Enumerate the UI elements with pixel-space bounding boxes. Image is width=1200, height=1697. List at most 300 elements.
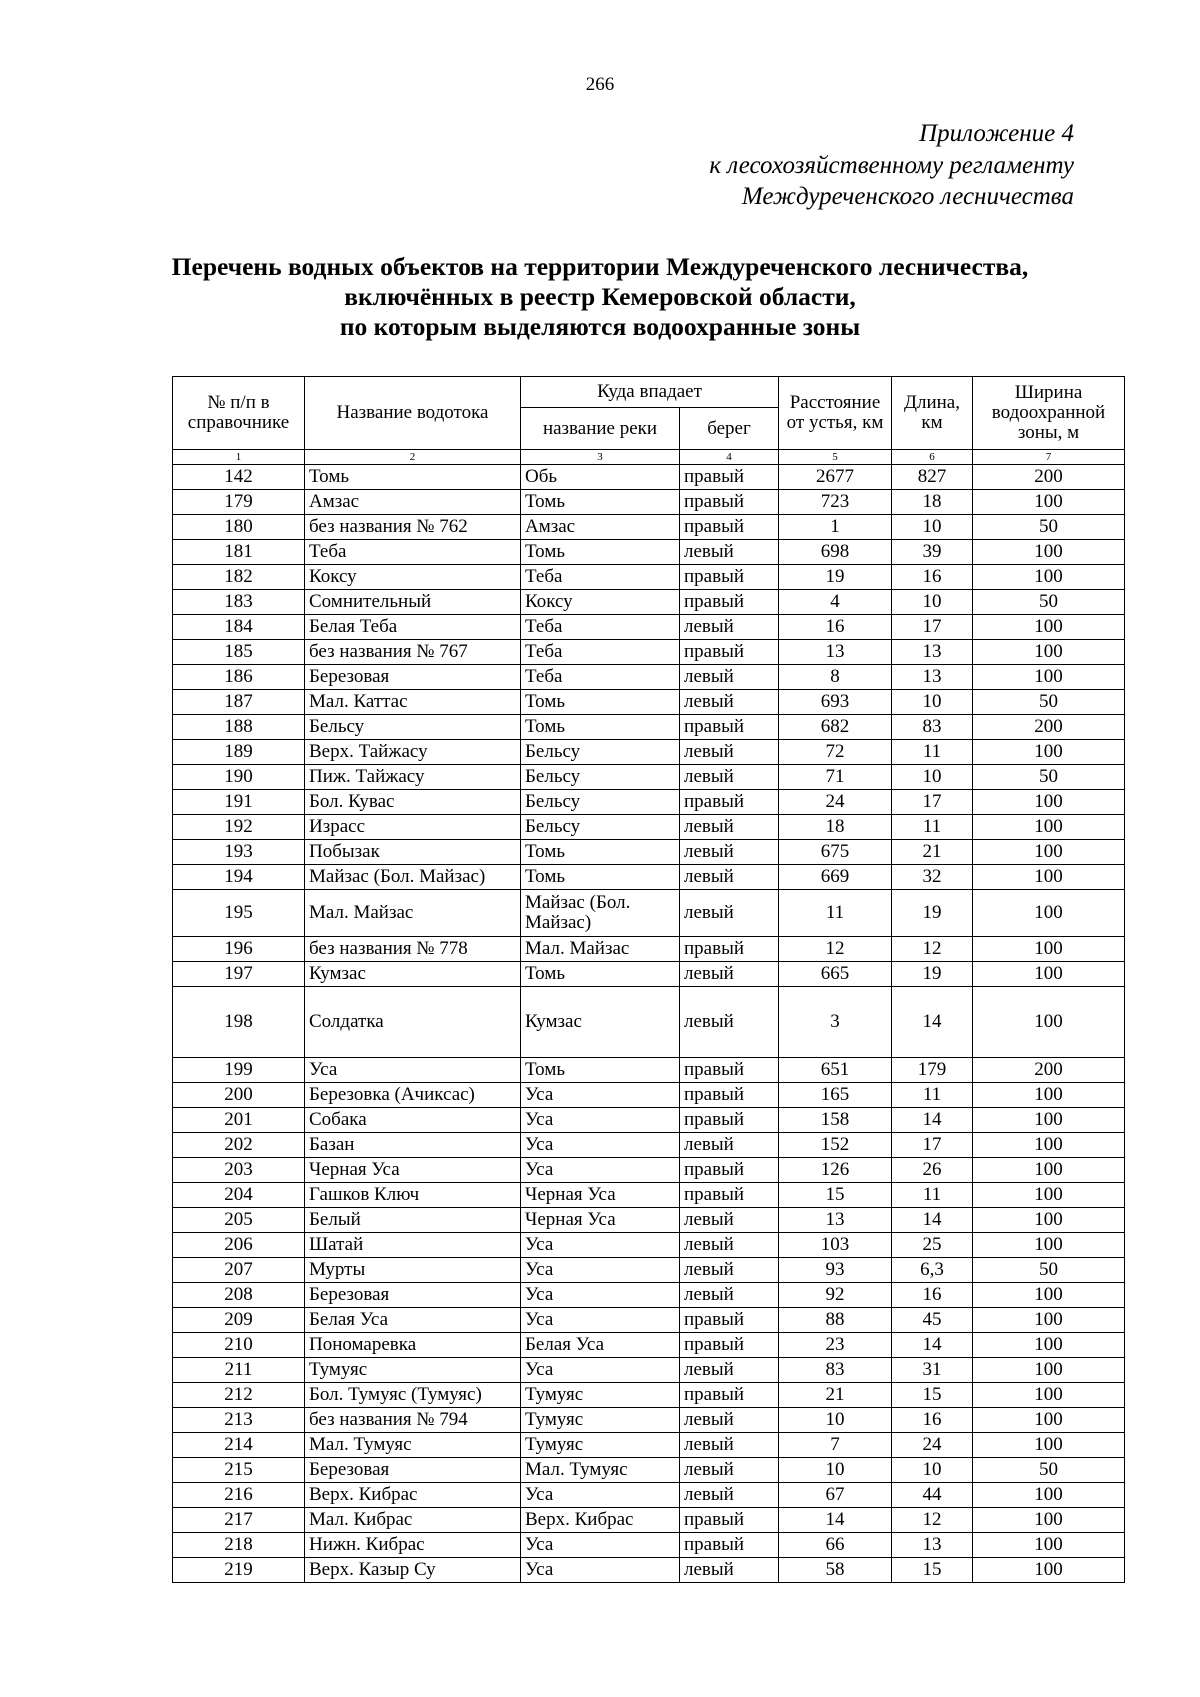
header-num: № п/п в справочнике <box>173 377 305 450</box>
cell-length: 12 <box>892 937 973 962</box>
cell-river-name: Томь <box>521 540 680 565</box>
cell-river-name: Тумуяс <box>521 1383 680 1408</box>
cell-zone-width: 100 <box>973 740 1125 765</box>
cell-river-name: Уса <box>521 1308 680 1333</box>
cell-zone-width: 100 <box>973 962 1125 987</box>
cell-zone-width: 100 <box>973 1508 1125 1533</box>
cell-zone-width: 100 <box>973 1233 1125 1258</box>
cell-number: 197 <box>173 962 305 987</box>
cell-watercourse-name: Солдатка <box>305 987 521 1058</box>
cell-river-name: Белая Уса <box>521 1333 680 1358</box>
cell-length: 44 <box>892 1483 973 1508</box>
cell-watercourse-name: Белая Уса <box>305 1308 521 1333</box>
title-line-1: Перечень водных объектов на территории Междуреченского лесничества, <box>171 252 1029 281</box>
cell-length: 15 <box>892 1383 973 1408</box>
cell-river-name: Уса <box>521 1158 680 1183</box>
table-row <box>173 1433 1125 1458</box>
cell-river-name: Теба <box>521 615 680 640</box>
cell-bank: правый <box>680 1333 779 1358</box>
cell-number: 219 <box>173 1558 305 1583</box>
cell-river-name: Уса <box>521 1233 680 1258</box>
cell-watercourse-name: Кумзас <box>305 962 521 987</box>
cell-watercourse-name: Собака <box>305 1108 521 1133</box>
cell-zone-width: 100 <box>973 1108 1125 1133</box>
cell-river-name: Уса <box>521 1358 680 1383</box>
cell-river-name: Обь <box>521 465 680 490</box>
cell-number: 181 <box>173 540 305 565</box>
cell-length: 14 <box>892 987 973 1058</box>
cell-length: 14 <box>892 1333 973 1358</box>
cell-distance: 669 <box>779 865 892 890</box>
cell-bank: правый <box>680 715 779 740</box>
header-bank: берег <box>680 408 779 450</box>
cell-length: 12 <box>892 1508 973 1533</box>
table-row <box>173 1058 1125 1083</box>
cell-bank: левый <box>680 765 779 790</box>
appendix-line-2: к лесохозяйственному регламенту <box>709 151 1074 179</box>
cell-zone-width: 100 <box>973 815 1125 840</box>
cell-length: 26 <box>892 1158 973 1183</box>
cell-river-name: Теба <box>521 565 680 590</box>
cell-watercourse-name: Мал. Каттас <box>305 690 521 715</box>
cell-distance: 665 <box>779 962 892 987</box>
column-number: 4 <box>680 450 779 465</box>
cell-river-name: Тумуяс <box>521 1433 680 1458</box>
cell-distance: 71 <box>779 765 892 790</box>
cell-bank: левый <box>680 1358 779 1383</box>
cell-number: 180 <box>173 515 305 540</box>
cell-bank: левый <box>680 1208 779 1233</box>
cell-length: 16 <box>892 1283 973 1308</box>
cell-bank: левый <box>680 1408 779 1433</box>
cell-zone-width: 100 <box>973 1483 1125 1508</box>
cell-distance: 126 <box>779 1158 892 1183</box>
cell-zone-width: 100 <box>973 490 1125 515</box>
cell-length: 14 <box>892 1208 973 1233</box>
cell-number: 203 <box>173 1158 305 1183</box>
cell-length: 179 <box>892 1058 973 1083</box>
cell-length: 16 <box>892 1408 973 1433</box>
table-row <box>173 615 1125 640</box>
cell-bank: правый <box>680 1533 779 1558</box>
table-row <box>173 1458 1125 1483</box>
cell-length: 11 <box>892 1083 973 1108</box>
cell-number: 215 <box>173 1458 305 1483</box>
cell-watercourse-name: Белая Теба <box>305 615 521 640</box>
cell-number: 200 <box>173 1083 305 1108</box>
cell-bank: правый <box>680 790 779 815</box>
cell-distance: 72 <box>779 740 892 765</box>
cell-bank: правый <box>680 1083 779 1108</box>
cell-bank: правый <box>680 1158 779 1183</box>
cell-distance: 3 <box>779 987 892 1058</box>
cell-zone-width: 100 <box>973 790 1125 815</box>
cell-length: 10 <box>892 590 973 615</box>
page-number: 266 <box>585 74 615 95</box>
cell-watercourse-name: Тумуяс <box>305 1358 521 1383</box>
table-row <box>173 1408 1125 1433</box>
cell-zone-width: 100 <box>973 1283 1125 1308</box>
table-row <box>173 1483 1125 1508</box>
cell-river-name: Уса <box>521 1483 680 1508</box>
cell-zone-width: 100 <box>973 1383 1125 1408</box>
cell-zone-width: 100 <box>973 565 1125 590</box>
table-row <box>173 890 1125 937</box>
table-row <box>173 1183 1125 1208</box>
column-number: 3 <box>521 450 680 465</box>
cell-river-name: Теба <box>521 665 680 690</box>
cell-length: 19 <box>892 890 973 937</box>
cell-watercourse-name: Сомнительный <box>305 590 521 615</box>
cell-zone-width: 100 <box>973 1358 1125 1383</box>
cell-river-name: Томь <box>521 715 680 740</box>
cell-number: 212 <box>173 1383 305 1408</box>
cell-river-name: Амзас <box>521 515 680 540</box>
cell-watercourse-name: Верх. Кибрас <box>305 1483 521 1508</box>
cell-number: 182 <box>173 565 305 590</box>
table-row <box>173 690 1125 715</box>
cell-bank: левый <box>680 1483 779 1508</box>
header-length: Длина, км <box>892 377 973 450</box>
cell-number: 202 <box>173 1133 305 1158</box>
cell-zone-width: 200 <box>973 1058 1125 1083</box>
cell-distance: 11 <box>779 890 892 937</box>
cell-zone-width: 50 <box>973 765 1125 790</box>
cell-watercourse-name: Пиж. Тайжасу <box>305 765 521 790</box>
table-body <box>173 465 1125 1583</box>
cell-distance: 13 <box>779 640 892 665</box>
cell-bank: правый <box>680 1108 779 1133</box>
cell-watercourse-name: Верх. Казыр Су <box>305 1558 521 1583</box>
cell-distance: 7 <box>779 1433 892 1458</box>
cell-river-name: Уса <box>521 1133 680 1158</box>
cell-bank: левый <box>680 1433 779 1458</box>
cell-bank: левый <box>680 987 779 1058</box>
table-row <box>173 515 1125 540</box>
cell-length: 6,3 <box>892 1258 973 1283</box>
cell-river-name: Черная Уса <box>521 1208 680 1233</box>
cell-watercourse-name: Бол. Тумуяс (Тумуяс) <box>305 1383 521 1408</box>
cell-watercourse-name: Березовка (Ачиксас) <box>305 1083 521 1108</box>
cell-distance: 682 <box>779 715 892 740</box>
cell-number: 217 <box>173 1508 305 1533</box>
cell-zone-width: 100 <box>973 1333 1125 1358</box>
cell-watercourse-name: Мал. Тумуяс <box>305 1433 521 1458</box>
cell-river-name: Уса <box>521 1558 680 1583</box>
cell-zone-width: 100 <box>973 987 1125 1058</box>
cell-river-name: Теба <box>521 640 680 665</box>
table-row <box>173 1508 1125 1533</box>
cell-watercourse-name: Коксу <box>305 565 521 590</box>
cell-zone-width: 100 <box>973 1158 1125 1183</box>
cell-number: 190 <box>173 765 305 790</box>
title-line-2: включённых в реестр Кемеровской области, <box>344 282 856 311</box>
cell-bank: левый <box>680 740 779 765</box>
table-row <box>173 665 1125 690</box>
cell-number: 184 <box>173 615 305 640</box>
cell-zone-width: 100 <box>973 840 1125 865</box>
cell-length: 21 <box>892 840 973 865</box>
cell-length: 827 <box>892 465 973 490</box>
table-row <box>173 715 1125 740</box>
table-row <box>173 1533 1125 1558</box>
table-row <box>173 590 1125 615</box>
cell-number: 196 <box>173 937 305 962</box>
cell-bank: левый <box>680 890 779 937</box>
cell-bank: правый <box>680 1508 779 1533</box>
table-row <box>173 937 1125 962</box>
cell-watercourse-name: Теба <box>305 540 521 565</box>
cell-length: 11 <box>892 815 973 840</box>
table-row <box>173 1283 1125 1308</box>
cell-watercourse-name: Черная Уса <box>305 1158 521 1183</box>
header-name: Название водотока <box>305 377 521 450</box>
table-row <box>173 740 1125 765</box>
document-title <box>0 252 1200 342</box>
cell-bank: левый <box>680 865 779 890</box>
cell-zone-width: 100 <box>973 1308 1125 1333</box>
cell-distance: 66 <box>779 1533 892 1558</box>
cell-watercourse-name: Томь <box>305 465 521 490</box>
header-river-name: название реки <box>521 408 680 450</box>
cell-river-name: Томь <box>521 490 680 515</box>
water-objects-table <box>172 376 1125 1583</box>
cell-zone-width: 50 <box>973 1458 1125 1483</box>
cell-river-name: Майзас (Бол. Майзас) <box>521 890 680 937</box>
appendix-line-3: Междуреченского лесничества <box>741 183 1074 210</box>
table-row <box>173 640 1125 665</box>
table-row <box>173 1558 1125 1583</box>
cell-distance: 675 <box>779 840 892 865</box>
title-line-3: по которым выделяются водоохранные зоны <box>339 312 861 341</box>
cell-distance: 158 <box>779 1108 892 1133</box>
cell-watercourse-name: Шатай <box>305 1233 521 1258</box>
cell-number: 214 <box>173 1433 305 1458</box>
column-number-row <box>173 450 1125 465</box>
cell-distance: 10 <box>779 1408 892 1433</box>
cell-watercourse-name: Израсс <box>305 815 521 840</box>
cell-bank: правый <box>680 465 779 490</box>
cell-watercourse-name: Мурты <box>305 1258 521 1283</box>
cell-distance: 92 <box>779 1283 892 1308</box>
cell-bank: левый <box>680 1258 779 1283</box>
cell-length: 14 <box>892 1108 973 1133</box>
cell-number: 211 <box>173 1358 305 1383</box>
cell-length: 32 <box>892 865 973 890</box>
cell-number: 216 <box>173 1483 305 1508</box>
header-row-1 <box>173 377 1125 408</box>
table-row <box>173 1133 1125 1158</box>
cell-zone-width: 100 <box>973 937 1125 962</box>
cell-river-name: Мал. Майзас <box>521 937 680 962</box>
cell-number: 195 <box>173 890 305 937</box>
table-row <box>173 1158 1125 1183</box>
cell-river-name: Уса <box>521 1283 680 1308</box>
cell-length: 31 <box>892 1358 973 1383</box>
cell-bank: левый <box>680 615 779 640</box>
cell-number: 185 <box>173 640 305 665</box>
table-row <box>173 1308 1125 1333</box>
cell-number: 208 <box>173 1283 305 1308</box>
cell-length: 10 <box>892 765 973 790</box>
cell-number: 204 <box>173 1183 305 1208</box>
cell-watercourse-name: Майзас (Бол. Майзас) <box>305 865 521 890</box>
cell-bank: левый <box>680 1133 779 1158</box>
cell-length: 11 <box>892 1183 973 1208</box>
cell-watercourse-name: Пономаревка <box>305 1333 521 1358</box>
cell-bank: правый <box>680 1058 779 1083</box>
cell-watercourse-name: Верх. Тайжасу <box>305 740 521 765</box>
cell-zone-width: 100 <box>973 1133 1125 1158</box>
cell-distance: 693 <box>779 690 892 715</box>
cell-distance: 15 <box>779 1183 892 1208</box>
cell-number: 210 <box>173 1333 305 1358</box>
cell-river-name: Уса <box>521 1533 680 1558</box>
cell-length: 10 <box>892 515 973 540</box>
cell-distance: 83 <box>779 1358 892 1383</box>
cell-river-name: Бельсу <box>521 815 680 840</box>
header-distance: Расстояние от устья, км <box>779 377 892 450</box>
cell-distance: 58 <box>779 1558 892 1583</box>
cell-watercourse-name: без названия № 762 <box>305 515 521 540</box>
cell-number: 191 <box>173 790 305 815</box>
cell-length: 17 <box>892 790 973 815</box>
table-row <box>173 1333 1125 1358</box>
cell-length: 10 <box>892 690 973 715</box>
table-row <box>173 987 1125 1058</box>
cell-bank: правый <box>680 515 779 540</box>
table-row <box>173 1108 1125 1133</box>
cell-number: 187 <box>173 690 305 715</box>
table-row <box>173 1258 1125 1283</box>
cell-zone-width: 100 <box>973 665 1125 690</box>
cell-bank: левый <box>680 840 779 865</box>
cell-watercourse-name: без названия № 794 <box>305 1408 521 1433</box>
cell-length: 13 <box>892 1533 973 1558</box>
cell-distance: 165 <box>779 1083 892 1108</box>
cell-watercourse-name: Уса <box>305 1058 521 1083</box>
cell-distance: 14 <box>779 1508 892 1533</box>
cell-number: 218 <box>173 1533 305 1558</box>
cell-zone-width: 100 <box>973 865 1125 890</box>
cell-distance: 67 <box>779 1483 892 1508</box>
cell-bank: правый <box>680 490 779 515</box>
cell-distance: 8 <box>779 665 892 690</box>
cell-zone-width: 50 <box>973 590 1125 615</box>
cell-watercourse-name: без названия № 778 <box>305 937 521 962</box>
cell-distance: 13 <box>779 1208 892 1233</box>
cell-zone-width: 100 <box>973 890 1125 937</box>
cell-river-name: Тумуяс <box>521 1408 680 1433</box>
cell-zone-width: 200 <box>973 715 1125 740</box>
cell-length: 25 <box>892 1233 973 1258</box>
cell-watercourse-name: Березовая <box>305 1458 521 1483</box>
table-row <box>173 865 1125 890</box>
cell-number: 205 <box>173 1208 305 1233</box>
table-row <box>173 765 1125 790</box>
column-number: 1 <box>173 450 305 465</box>
table-row <box>173 490 1125 515</box>
cell-bank: левый <box>680 962 779 987</box>
cell-length: 10 <box>892 1458 973 1483</box>
cell-bank: правый <box>680 937 779 962</box>
cell-distance: 103 <box>779 1233 892 1258</box>
cell-distance: 12 <box>779 937 892 962</box>
table-row <box>173 1083 1125 1108</box>
cell-watercourse-name: Березовая <box>305 665 521 690</box>
cell-river-name: Бельсу <box>521 790 680 815</box>
cell-zone-width: 200 <box>973 465 1125 490</box>
cell-distance: 16 <box>779 615 892 640</box>
table-row <box>173 540 1125 565</box>
cell-distance: 698 <box>779 540 892 565</box>
column-number: 7 <box>973 450 1125 465</box>
cell-watercourse-name: Мал. Кибрас <box>305 1508 521 1533</box>
cell-distance: 651 <box>779 1058 892 1083</box>
cell-length: 11 <box>892 740 973 765</box>
cell-zone-width: 100 <box>973 1533 1125 1558</box>
cell-bank: левый <box>680 540 779 565</box>
cell-river-name: Бельсу <box>521 765 680 790</box>
cell-river-name: Томь <box>521 865 680 890</box>
cell-river-name: Бельсу <box>521 740 680 765</box>
cell-watercourse-name: Базан <box>305 1133 521 1158</box>
cell-number: 201 <box>173 1108 305 1133</box>
cell-number: 193 <box>173 840 305 865</box>
table-row <box>173 840 1125 865</box>
cell-length: 15 <box>892 1558 973 1583</box>
cell-length: 24 <box>892 1433 973 1458</box>
cell-distance: 152 <box>779 1133 892 1158</box>
cell-number: 186 <box>173 665 305 690</box>
table-row <box>173 815 1125 840</box>
cell-zone-width: 50 <box>973 690 1125 715</box>
cell-zone-width: 100 <box>973 1408 1125 1433</box>
cell-length: 13 <box>892 640 973 665</box>
cell-bank: правый <box>680 1383 779 1408</box>
cell-distance: 4 <box>779 590 892 615</box>
cell-bank: правый <box>680 640 779 665</box>
cell-bank: левый <box>680 815 779 840</box>
cell-number: 194 <box>173 865 305 890</box>
cell-bank: левый <box>680 1233 779 1258</box>
cell-river-name: Черная Уса <box>521 1183 680 1208</box>
cell-river-name: Томь <box>521 840 680 865</box>
cell-watercourse-name: без названия № 767 <box>305 640 521 665</box>
cell-number: 213 <box>173 1408 305 1433</box>
cell-bank: левый <box>680 1558 779 1583</box>
cell-number: 183 <box>173 590 305 615</box>
cell-number: 199 <box>173 1058 305 1083</box>
header-flows-into: Куда впадает <box>521 377 779 408</box>
cell-number: 179 <box>173 490 305 515</box>
table-row <box>173 1383 1125 1408</box>
table-row <box>173 1208 1125 1233</box>
cell-river-name: Верх. Кибрас <box>521 1508 680 1533</box>
cell-zone-width: 50 <box>973 515 1125 540</box>
cell-distance: 23 <box>779 1333 892 1358</box>
cell-number: 207 <box>173 1258 305 1283</box>
cell-river-name: Томь <box>521 690 680 715</box>
cell-watercourse-name: Бельсу <box>305 715 521 740</box>
column-number: 6 <box>892 450 973 465</box>
cell-bank: правый <box>680 590 779 615</box>
cell-distance: 1 <box>779 515 892 540</box>
cell-watercourse-name: Амзас <box>305 490 521 515</box>
cell-distance: 2677 <box>779 465 892 490</box>
cell-watercourse-name: Бол. Кувас <box>305 790 521 815</box>
cell-number: 142 <box>173 465 305 490</box>
